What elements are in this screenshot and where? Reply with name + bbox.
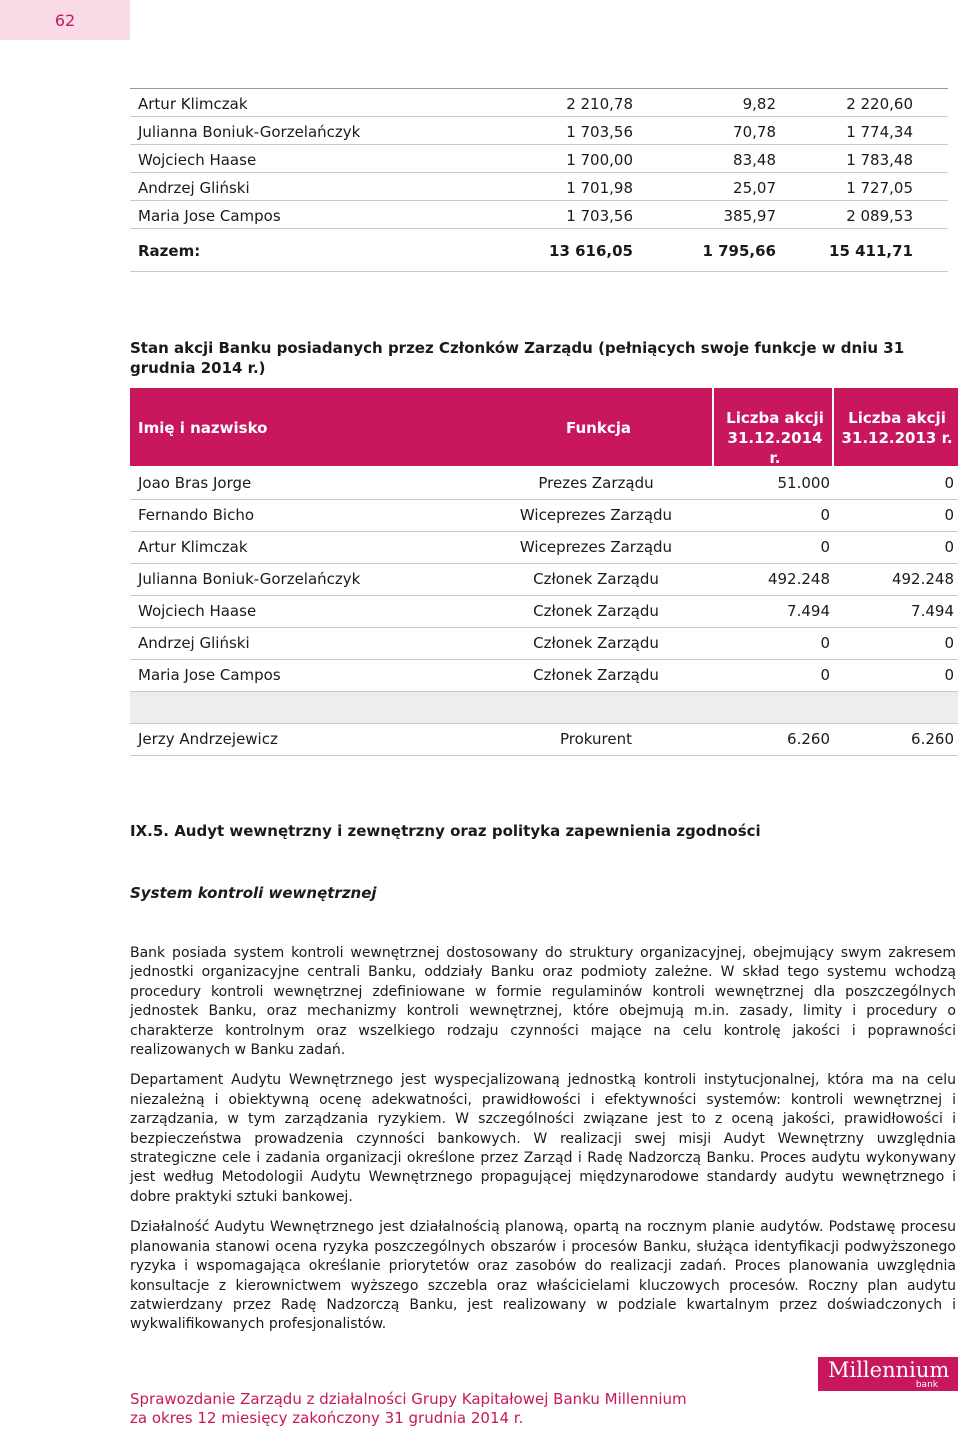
table-row [130, 145, 948, 173]
salary-table [130, 88, 948, 272]
cell-name: Andrzej Gliński [138, 634, 250, 652]
cell-value: 385,97 [723, 207, 776, 225]
total-value: 15 411,71 [829, 242, 913, 260]
logo-brand: Millennium [828, 1358, 950, 1382]
cell-name: Julianna Boniuk-Gorzelańczyk [138, 570, 361, 588]
cell-name: Maria Jose Campos [138, 666, 281, 684]
cell-shares-2014: 0 [820, 634, 830, 652]
cell-name: Andrzej Gliński [138, 179, 250, 197]
cell-shares-2014: 6.260 [787, 730, 830, 748]
logo-sub: bank [915, 1380, 938, 1390]
table-row [130, 532, 958, 564]
total-value: 1 795,66 [702, 242, 776, 260]
table-row [130, 500, 958, 532]
cell-name: Artur Klimczak [138, 538, 248, 556]
cell-shares-2013: 0 [944, 666, 954, 684]
cell-shares-2013: 0 [944, 538, 954, 556]
cell-function: Członek Zarządu [533, 634, 659, 652]
cell-function: Wiceprezes Zarządu [519, 538, 673, 556]
cell-name: Wojciech Haase [138, 151, 257, 169]
cell-function: Członek Zarządu [533, 602, 659, 620]
table-row [130, 724, 958, 756]
cell-shares-2013: 0 [944, 506, 954, 524]
cell-function: Prezes Zarządu [538, 474, 654, 492]
cell-value: 1 774,34 [846, 123, 913, 141]
cell-function: Członek Zarządu [533, 570, 659, 588]
cell-value: 2 089,53 [846, 207, 913, 225]
cell-name: Artur Klimczak [138, 95, 248, 113]
footer-line: za okres 12 miesięcy zakończony 31 grudnia 2014 r. [130, 1409, 524, 1427]
page-number: 62 [0, 0, 130, 40]
table-row [130, 660, 958, 692]
cell-value: 9,82 [742, 95, 776, 113]
cell-shares-2014: 7.494 [787, 602, 830, 620]
body-text [130, 944, 956, 1346]
paragraph: Działalność Audytu Wewnętrznego jest działalnością planową, opartą na rocznym planie audytów. Podstawę procesu planowania stanowi ocena ryzyka poszczególnych obszarów i procesów Banku, służąca identyfikacji podwyższonego ryzyka i wspomagająca określanie priorytetów oraz zasobów do realizacji zadań. Proces planowania uwzględnia konsultacje z kierownictwem wyższego szczebla oraz właścicielami kluczowych procesów. Roczny plan audytu zatwierdzany przez Radę Nadzorczą Banku, jest realizowany w podziale kwartalnym przez doświadczonych i wykwalifikowanych profesjonalistów. [130, 1219, 956, 1333]
header-shares-2014: Liczba akcji 31.12.2014 r. [726, 409, 824, 467]
table-row [130, 173, 948, 201]
header-divider [832, 388, 834, 466]
table-row [130, 628, 958, 660]
table-row [130, 596, 958, 628]
shares-table [130, 388, 958, 756]
table-row [130, 89, 948, 117]
total-row [130, 229, 948, 272]
table-spacer-row [130, 692, 958, 724]
cell-shares-2014: 0 [820, 666, 830, 684]
cell-value: 2 210,78 [566, 95, 633, 113]
cell-value: 1 727,05 [846, 179, 913, 197]
cell-function: Prokurent [560, 730, 632, 748]
cell-shares-2013: 0 [944, 634, 954, 652]
cell-function: Członek Zarządu [533, 666, 659, 684]
cell-value: 70,78 [733, 123, 776, 141]
cell-value: 1 703,56 [566, 123, 633, 141]
total-label: Razem: [138, 242, 201, 260]
cell-shares-2014: 492.248 [767, 570, 830, 588]
cell-value: 25,07 [733, 179, 776, 197]
cell-name: Wojciech Haase [138, 602, 257, 620]
header-name: Imię i nazwisko [138, 419, 268, 437]
cell-shares-2014: 0 [820, 538, 830, 556]
table-row [130, 201, 948, 229]
cell-name: Joao Bras Jorge [138, 474, 252, 492]
cell-function: Wiceprezes Zarządu [519, 506, 673, 524]
table-row [130, 564, 958, 596]
cell-shares-2013: 492.248 [891, 570, 954, 588]
cell-name: Jerzy Andrzejewicz [138, 730, 278, 748]
total-value: 13 616,05 [549, 242, 633, 260]
cell-name: Fernando Bicho [138, 506, 255, 524]
cell-value: 1 701,98 [566, 179, 633, 197]
cell-shares-2013: 6.260 [911, 730, 954, 748]
footer-line: Sprawozdanie Zarządu z działalności Grupy Kapitałowej Banku Millennium [130, 1390, 687, 1408]
cell-shares-2014: 51.000 [777, 474, 830, 492]
cell-value: 1 700,00 [566, 151, 633, 169]
cell-shares-2013: 7.494 [911, 602, 954, 620]
cell-shares-2014: 0 [820, 506, 830, 524]
paragraph: Departament Audytu Wewnętrznego jest wyspecjalizowaną jednostką kontroli instytucjonalnej, która ma na celu niezależną i obiektywną ocenę adekwatności, prawidłowości i efektywności systemów: kontroli wewnętrznej i zarządzania, w tym zarządzania ryzykiem. W szczególności związane jest to z oceną jakości, prawidłowości i bezpieczeństwa prowadzenia czynności bankowych. W realizacji swej misji Audyt Wewnętrzny uwzględnia strategiczne cele i zadania organizacji określone przez Zarząd i Radę Nadzorczą Banku. Proces audytu wykonywany jest według Metodologii Audytu Wewnętrznego propagującej międzynarodowe standardy audytu wewnętrznego i dobre praktyki sztuki bankowej. [130, 1072, 956, 1205]
cell-shares-2013: 0 [944, 474, 954, 492]
subsection-heading: System kontroli wewnętrznej [130, 884, 377, 902]
table-row [130, 468, 958, 500]
cell-name: Maria Jose Campos [138, 207, 281, 225]
header-divider [712, 388, 714, 466]
shares-table-title: Stan akcji Banku posiadanych przez Członków Zarządu (pełniących swoje funkcje w dniu 31 grudnia 2014 r.) [130, 339, 905, 377]
paragraph: Bank posiada system kontroli wewnętrznej dostosowany do struktury organizacyjnej, obejmujący swym zakresem jednostki organizacyjne centrali Banku, oddziały Banku oraz podmioty zależne. W skład tego systemu wchodzą procedury kontroli wewnętrznej zdefiniowane w formie regulaminów kontroli wewnętrznej dla poszczególnych jednostek Banku, oraz mechanizmy kontroli wewnętrznej, które obejmują m.in. zasady, limity i procedury o charakterze kontrolnym oraz wszelkiego rodzaju czynności mające na celu kontrolę jakości i poprawności realizowanych w Banku zadań. [130, 945, 956, 1059]
cell-value: 2 220,60 [846, 95, 913, 113]
table-header [130, 388, 958, 466]
millennium-bank-logo [818, 1357, 958, 1391]
header-function: Funkcja [566, 419, 631, 437]
cell-value: 83,48 [733, 151, 776, 169]
cell-name: Julianna Boniuk-Gorzelańczyk [138, 123, 361, 141]
cell-value: 1 703,56 [566, 207, 633, 225]
page-footer [130, 1390, 687, 1428]
cell-value: 1 783,48 [846, 151, 913, 169]
header-shares-2013: Liczba akcji 31.12.2013 r. [841, 409, 953, 447]
section-heading: IX.5. Audyt wewnętrzny i zewnętrzny oraz polityka zapewnienia zgodności [130, 822, 761, 840]
table-row [130, 117, 948, 145]
